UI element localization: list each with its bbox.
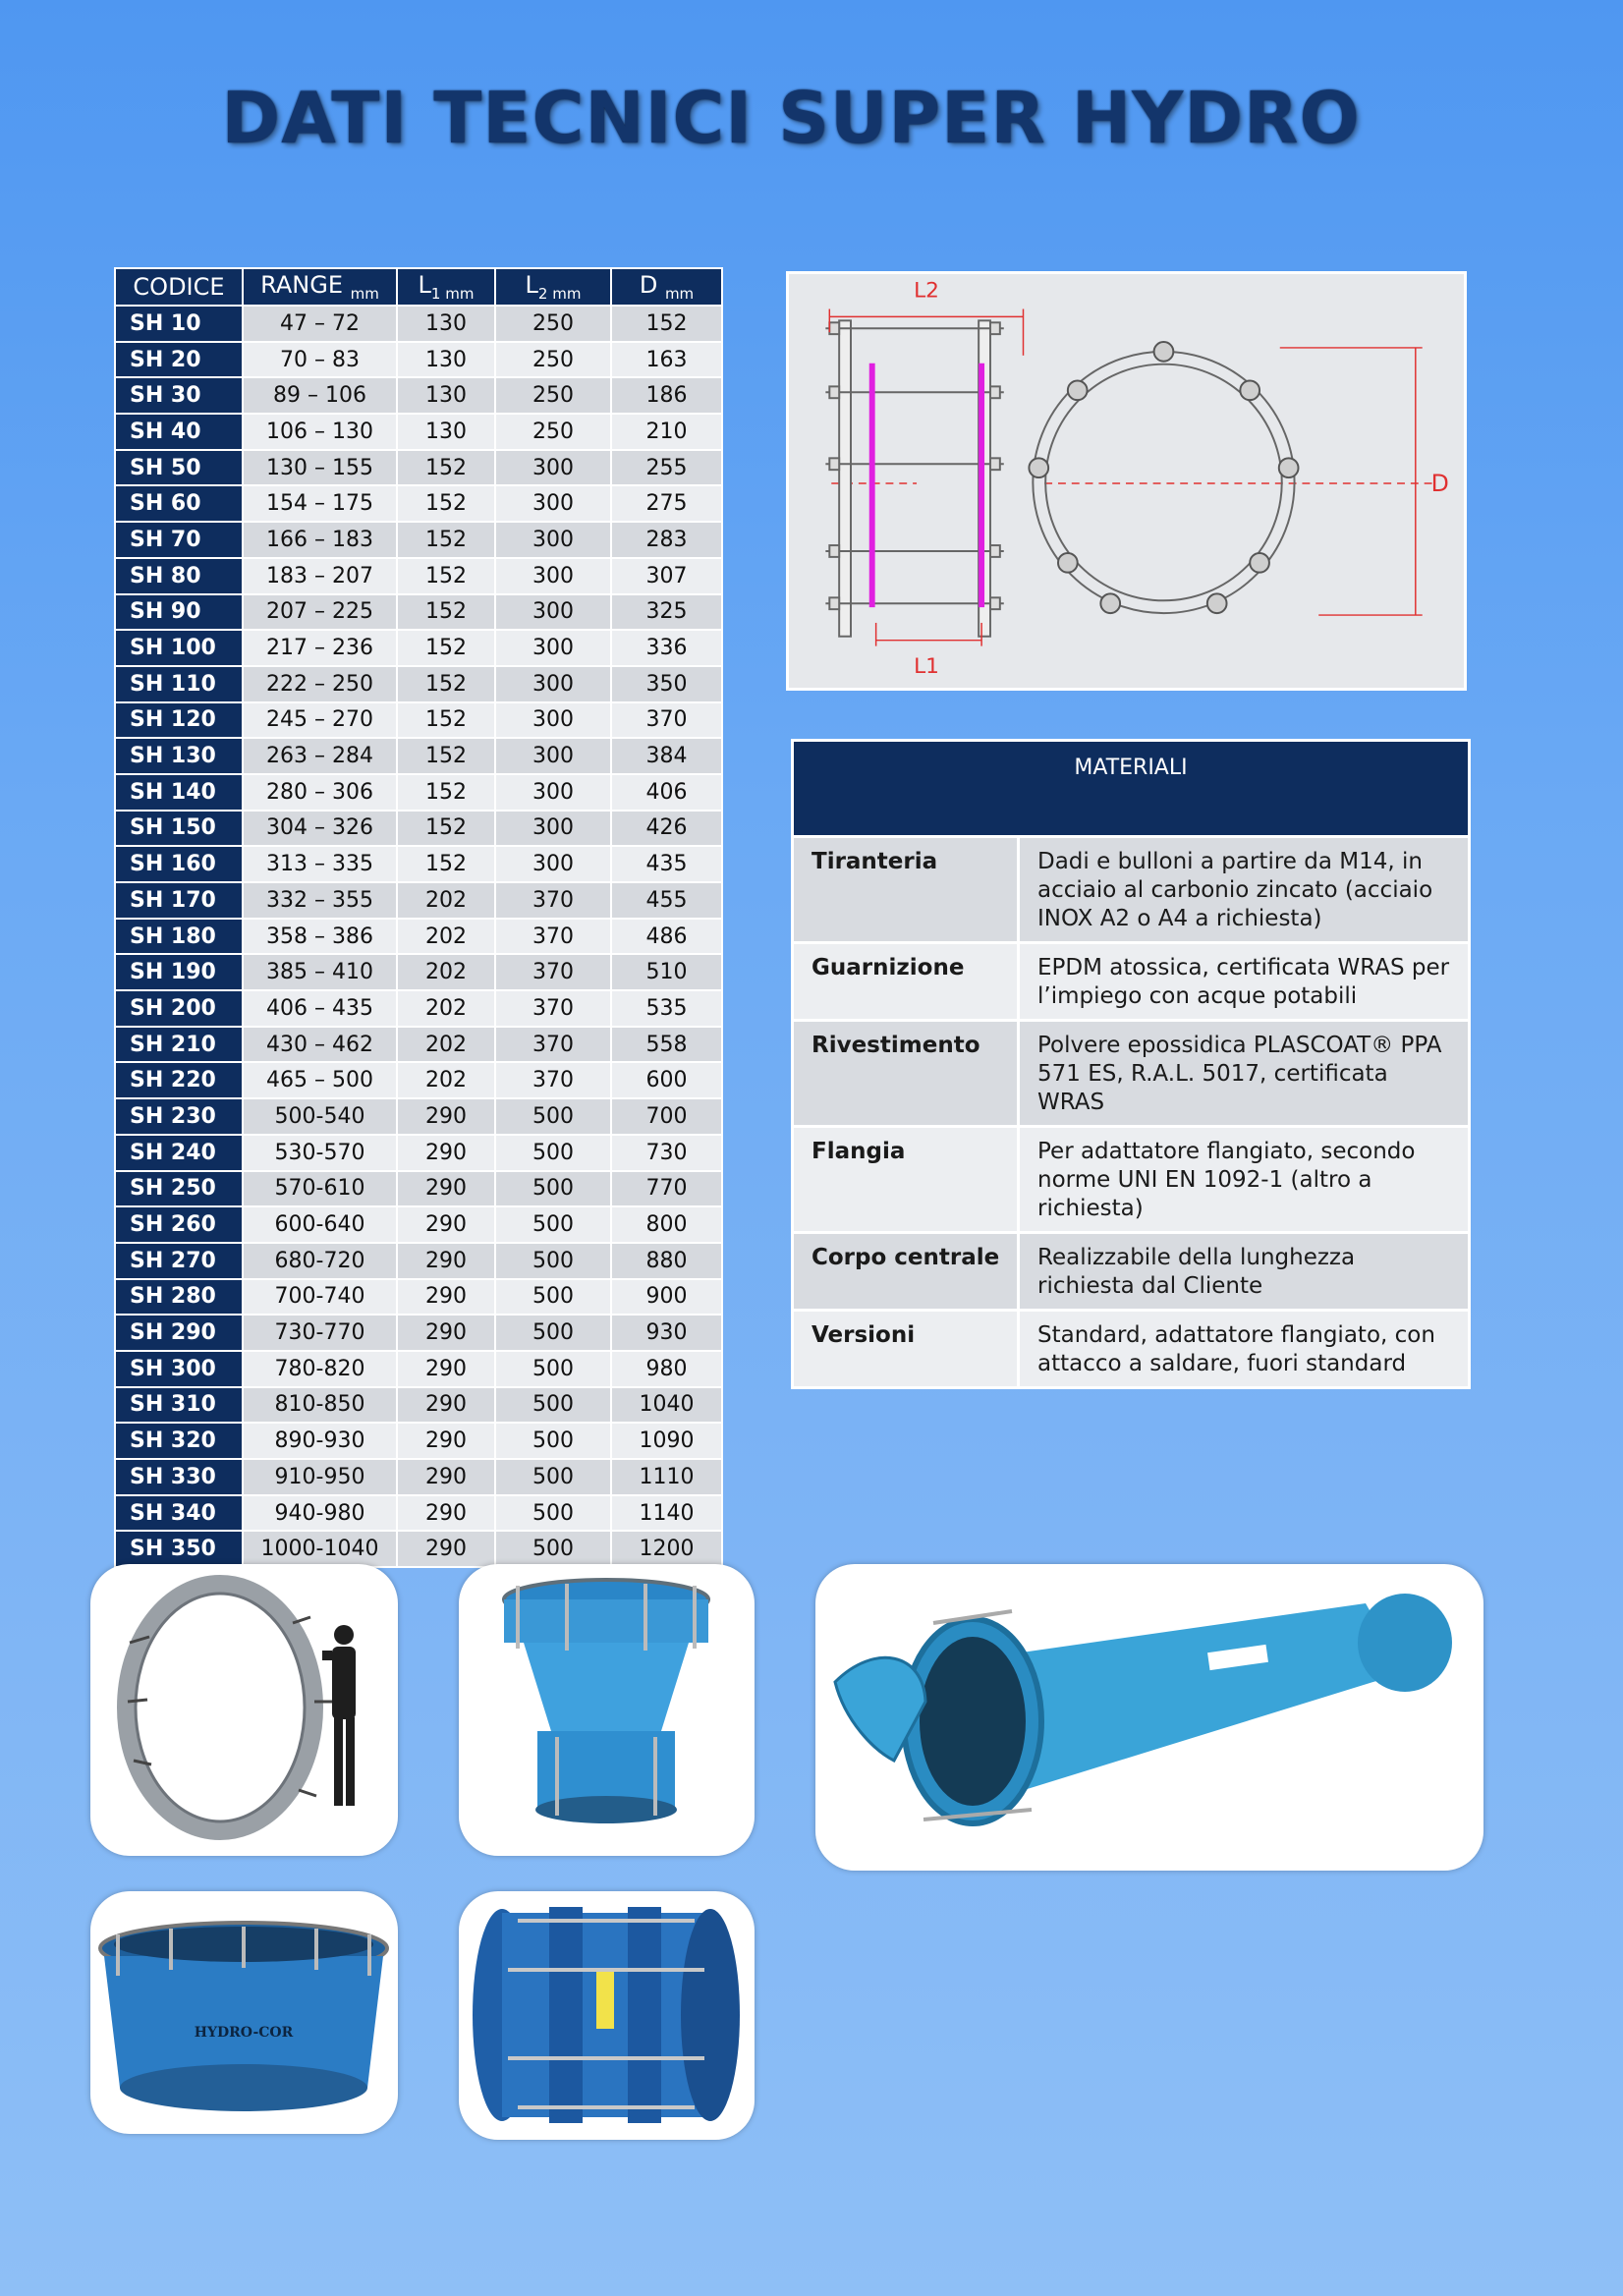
cell-l1: 290 xyxy=(397,1315,495,1351)
cell-d: 900 xyxy=(611,1279,722,1316)
cell-l1: 202 xyxy=(397,882,495,919)
cell-l1: 152 xyxy=(397,811,495,847)
label-l1: L1 xyxy=(914,654,939,680)
cell-codice: SH 80 xyxy=(115,558,243,594)
material-row xyxy=(793,1021,1470,1127)
cell-codice: SH 310 xyxy=(115,1387,243,1424)
cell-codice: SH 120 xyxy=(115,702,243,739)
table-row xyxy=(115,1495,722,1532)
cell-range: 166 – 183 xyxy=(243,522,397,558)
cell-l1: 130 xyxy=(397,377,495,414)
cell-d: 1110 xyxy=(611,1459,722,1495)
material-value: Realizzabile della lunghezza richiesta dal Cliente xyxy=(1019,1233,1470,1311)
table-row xyxy=(115,306,722,342)
cell-range: 130 – 155 xyxy=(243,450,397,486)
cell-codice: SH 210 xyxy=(115,1027,243,1063)
cell-codice: SH 130 xyxy=(115,738,243,774)
cell-l1: 290 xyxy=(397,1243,495,1279)
dimension-diagram xyxy=(786,271,1467,691)
cell-codice: SH 340 xyxy=(115,1495,243,1532)
table-row xyxy=(115,414,722,450)
material-row xyxy=(793,1311,1470,1388)
label-l2: L2 xyxy=(914,278,939,304)
cell-l2: 300 xyxy=(495,702,611,739)
header-codice: CODICE xyxy=(115,268,243,306)
table-row xyxy=(115,1423,722,1459)
cell-l1: 290 xyxy=(397,1387,495,1424)
cell-l2: 370 xyxy=(495,990,611,1027)
cell-range: 465 – 500 xyxy=(243,1062,397,1098)
table-row xyxy=(115,1459,722,1495)
cell-range: 280 – 306 xyxy=(243,774,397,811)
cell-l2: 300 xyxy=(495,630,611,666)
cell-l2: 370 xyxy=(495,882,611,919)
cell-codice: SH 60 xyxy=(115,485,243,522)
cell-l1: 290 xyxy=(397,1351,495,1387)
coupling-drawing xyxy=(789,274,1464,688)
table-row xyxy=(115,954,722,990)
cell-d: 800 xyxy=(611,1206,722,1243)
table-row xyxy=(115,1062,722,1098)
material-key: Flangia xyxy=(793,1127,1019,1233)
cell-range: 89 – 106 xyxy=(243,377,397,414)
cell-l2: 500 xyxy=(495,1531,611,1567)
cell-d: 350 xyxy=(611,666,722,702)
cell-codice: SH 90 xyxy=(115,594,243,631)
cell-l1: 152 xyxy=(397,450,495,486)
material-row xyxy=(793,837,1470,943)
cell-l1: 202 xyxy=(397,1062,495,1098)
table-row xyxy=(115,1351,722,1387)
cell-l2: 300 xyxy=(495,774,611,811)
cell-range: 154 – 175 xyxy=(243,485,397,522)
table-row xyxy=(115,1315,722,1351)
hydro-cor-marking: HYDRO-COR xyxy=(194,2025,294,2041)
page-title: DATI TECNICI SUPER HYDRO xyxy=(221,77,1361,159)
cell-codice: SH 230 xyxy=(115,1098,243,1135)
cell-range: 600-640 xyxy=(243,1206,397,1243)
cell-range: 430 – 462 xyxy=(243,1027,397,1063)
cell-d: 384 xyxy=(611,738,722,774)
header-l1: $L_{1 mm}$ xyxy=(397,268,495,306)
table-row xyxy=(115,666,722,702)
cell-l2: 500 xyxy=(495,1495,611,1532)
header-range: RANGE $_{mm}$ xyxy=(243,268,397,306)
cell-codice: SH 150 xyxy=(115,811,243,847)
material-value: Per adattatore flangiato, secondo norme UNI EN 1092-1 (altro a richiesta) xyxy=(1019,1127,1470,1233)
material-row xyxy=(793,1233,1470,1311)
cell-range: 263 – 284 xyxy=(243,738,397,774)
cell-l1: 152 xyxy=(397,738,495,774)
cell-d: 275 xyxy=(611,485,722,522)
cell-l1: 152 xyxy=(397,630,495,666)
table-row xyxy=(115,1243,722,1279)
cell-range: 570-610 xyxy=(243,1171,397,1207)
cell-codice: SH 40 xyxy=(115,414,243,450)
header-l2: $L_{2 mm}$ xyxy=(495,268,611,306)
cell-l1: 290 xyxy=(397,1206,495,1243)
cell-d: 535 xyxy=(611,990,722,1027)
table-row xyxy=(115,1279,722,1316)
table-row xyxy=(115,738,722,774)
cell-codice: SH 270 xyxy=(115,1243,243,1279)
cell-d: 163 xyxy=(611,342,722,378)
cell-l2: 500 xyxy=(495,1243,611,1279)
photo-hydro-cor-large xyxy=(90,1891,398,2134)
cell-d: 210 xyxy=(611,414,722,450)
cell-codice: SH 100 xyxy=(115,630,243,666)
cell-l1: 130 xyxy=(397,414,495,450)
cell-codice: SH 300 xyxy=(115,1351,243,1387)
material-key: Guarnizione xyxy=(793,943,1019,1021)
cell-codice: SH 20 xyxy=(115,342,243,378)
cell-codice: SH 50 xyxy=(115,450,243,486)
cell-d: 186 xyxy=(611,377,722,414)
cell-codice: SH 290 xyxy=(115,1315,243,1351)
cell-d: 336 xyxy=(611,630,722,666)
cell-l2: 500 xyxy=(495,1459,611,1495)
cell-l1: 290 xyxy=(397,1098,495,1135)
material-value: EPDM atossica, certificata WRAS per l’impiego con acque potabili xyxy=(1019,943,1470,1021)
material-key: Rivestimento xyxy=(793,1021,1019,1127)
cell-l1: 152 xyxy=(397,702,495,739)
cell-range: 680-720 xyxy=(243,1243,397,1279)
cell-l2: 500 xyxy=(495,1206,611,1243)
cell-codice: SH 190 xyxy=(115,954,243,990)
cell-l2: 250 xyxy=(495,306,611,342)
cell-l2: 500 xyxy=(495,1171,611,1207)
cell-l2: 500 xyxy=(495,1315,611,1351)
cell-range: 217 – 236 xyxy=(243,630,397,666)
cell-l1: 152 xyxy=(397,774,495,811)
cell-l1: 290 xyxy=(397,1279,495,1316)
table-row xyxy=(115,558,722,594)
cell-range: 207 – 225 xyxy=(243,594,397,631)
table-row xyxy=(115,450,722,486)
cell-l1: 152 xyxy=(397,594,495,631)
cell-range: 530-570 xyxy=(243,1135,397,1171)
cell-codice: SH 240 xyxy=(115,1135,243,1171)
table-row xyxy=(115,702,722,739)
table-row xyxy=(115,919,722,955)
cell-l2: 250 xyxy=(495,414,611,450)
materials-table xyxy=(791,739,1471,1389)
table-row xyxy=(115,1387,722,1424)
material-value: Standard, adattatore flangiato, con attacco a saldare, fuori standard xyxy=(1019,1311,1470,1388)
technical-data-table xyxy=(114,267,723,1568)
cell-l1: 152 xyxy=(397,846,495,882)
cell-range: 222 – 250 xyxy=(243,666,397,702)
cell-range: 332 – 355 xyxy=(243,882,397,919)
cell-codice: SH 30 xyxy=(115,377,243,414)
material-key: Corpo centrale xyxy=(793,1233,1019,1311)
cell-l1: 202 xyxy=(397,1027,495,1063)
cell-l2: 500 xyxy=(495,1423,611,1459)
cell-d: 700 xyxy=(611,1098,722,1135)
cell-codice: SH 180 xyxy=(115,919,243,955)
cell-l1: 130 xyxy=(397,342,495,378)
table-row xyxy=(115,1531,722,1567)
cell-codice: SH 320 xyxy=(115,1423,243,1459)
cell-d: 600 xyxy=(611,1062,722,1098)
cell-codice: SH 350 xyxy=(115,1531,243,1567)
table-row xyxy=(115,846,722,882)
table-row xyxy=(115,882,722,919)
cell-d: 1200 xyxy=(611,1531,722,1567)
table-row xyxy=(115,1135,722,1171)
cell-range: 500-540 xyxy=(243,1098,397,1135)
cell-d: 930 xyxy=(611,1315,722,1351)
cell-l1: 290 xyxy=(397,1459,495,1495)
cell-l2: 500 xyxy=(495,1135,611,1171)
cell-range: 910-950 xyxy=(243,1459,397,1495)
cell-l2: 300 xyxy=(495,485,611,522)
cell-d: 255 xyxy=(611,450,722,486)
cell-codice: SH 170 xyxy=(115,882,243,919)
cell-l2: 370 xyxy=(495,919,611,955)
cell-l2: 370 xyxy=(495,1062,611,1098)
cell-l2: 300 xyxy=(495,522,611,558)
cell-l1: 202 xyxy=(397,919,495,955)
cell-l1: 290 xyxy=(397,1423,495,1459)
cell-codice: SH 140 xyxy=(115,774,243,811)
material-row xyxy=(793,943,1470,1021)
cell-range: 304 – 326 xyxy=(243,811,397,847)
table-row xyxy=(115,774,722,811)
cell-l2: 300 xyxy=(495,558,611,594)
cell-d: 510 xyxy=(611,954,722,990)
table-row xyxy=(115,342,722,378)
table-row xyxy=(115,377,722,414)
table-row xyxy=(115,485,722,522)
cell-d: 152 xyxy=(611,306,722,342)
cell-d: 307 xyxy=(611,558,722,594)
table-row xyxy=(115,811,722,847)
cell-l1: 202 xyxy=(397,954,495,990)
cell-d: 370 xyxy=(611,702,722,739)
cell-l1: 290 xyxy=(397,1135,495,1171)
photo-large-coupling-with-person xyxy=(90,1564,398,1856)
cell-range: 810-850 xyxy=(243,1387,397,1424)
cell-codice: SH 10 xyxy=(115,306,243,342)
table-row xyxy=(115,630,722,666)
cell-codice: SH 280 xyxy=(115,1279,243,1316)
cell-l1: 130 xyxy=(397,306,495,342)
cell-d: 435 xyxy=(611,846,722,882)
cell-l1: 290 xyxy=(397,1495,495,1532)
label-d: D xyxy=(1430,469,1449,497)
cell-d: 283 xyxy=(611,522,722,558)
cell-l2: 300 xyxy=(495,738,611,774)
cell-l2: 370 xyxy=(495,1027,611,1063)
photo-double-coupling xyxy=(459,1891,755,2140)
cell-range: 890-930 xyxy=(243,1423,397,1459)
table-row xyxy=(115,522,722,558)
material-row xyxy=(793,1127,1470,1233)
cell-d: 325 xyxy=(611,594,722,631)
cell-range: 940-980 xyxy=(243,1495,397,1532)
cell-l2: 300 xyxy=(495,594,611,631)
side-view xyxy=(825,320,1003,636)
cell-codice: SH 220 xyxy=(115,1062,243,1098)
cell-codice: SH 250 xyxy=(115,1171,243,1207)
cell-codice: SH 330 xyxy=(115,1459,243,1495)
cell-l1: 152 xyxy=(397,666,495,702)
cell-range: 730-770 xyxy=(243,1315,397,1351)
cell-l2: 370 xyxy=(495,954,611,990)
photo-flanged-adapter xyxy=(459,1564,755,1856)
cell-d: 426 xyxy=(611,811,722,847)
cell-l2: 250 xyxy=(495,342,611,378)
cell-l1: 152 xyxy=(397,558,495,594)
cell-d: 558 xyxy=(611,1027,722,1063)
cell-codice: SH 110 xyxy=(115,666,243,702)
cell-range: 385 – 410 xyxy=(243,954,397,990)
cell-range: 245 – 270 xyxy=(243,702,397,739)
cell-codice: SH 160 xyxy=(115,846,243,882)
cell-range: 183 – 207 xyxy=(243,558,397,594)
cell-range: 780-820 xyxy=(243,1351,397,1387)
table-row xyxy=(115,1171,722,1207)
cell-d: 730 xyxy=(611,1135,722,1171)
cell-codice: SH 260 xyxy=(115,1206,243,1243)
cell-d: 880 xyxy=(611,1243,722,1279)
cell-d: 406 xyxy=(611,774,722,811)
cell-range: 700-740 xyxy=(243,1279,397,1316)
cell-d: 1140 xyxy=(611,1495,722,1532)
cell-d: 486 xyxy=(611,919,722,955)
cell-range: 358 – 386 xyxy=(243,919,397,955)
table-row xyxy=(115,990,722,1027)
table-row xyxy=(115,594,722,631)
cell-d: 455 xyxy=(611,882,722,919)
header-d: D $_{mm}$ xyxy=(611,268,722,306)
cell-d: 980 xyxy=(611,1351,722,1387)
cell-d: 1040 xyxy=(611,1387,722,1424)
cell-l2: 300 xyxy=(495,450,611,486)
cell-l2: 300 xyxy=(495,811,611,847)
cell-l2: 500 xyxy=(495,1098,611,1135)
cell-l1: 152 xyxy=(397,522,495,558)
cell-l2: 300 xyxy=(495,666,611,702)
cell-range: 106 – 130 xyxy=(243,414,397,450)
cell-range: 313 – 335 xyxy=(243,846,397,882)
cell-l2: 500 xyxy=(495,1387,611,1424)
table-header-row xyxy=(115,268,722,306)
cell-range: 47 – 72 xyxy=(243,306,397,342)
table-row xyxy=(115,1098,722,1135)
cell-l2: 500 xyxy=(495,1279,611,1316)
materials-header: MATERIALI xyxy=(793,741,1470,837)
material-value: Dadi e bulloni a partire da M14, in acciaio al carbonio zincato (acciaio INOX A2 o A4 a richiesta) xyxy=(1019,837,1470,943)
cell-l2: 500 xyxy=(495,1351,611,1387)
cell-l1: 152 xyxy=(397,485,495,522)
cell-d: 770 xyxy=(611,1171,722,1207)
cell-l1: 202 xyxy=(397,990,495,1027)
cell-range: 1000-1040 xyxy=(243,1531,397,1567)
front-view xyxy=(1029,342,1298,613)
cell-d: 1090 xyxy=(611,1423,722,1459)
material-key: Versioni xyxy=(793,1311,1019,1388)
cell-l2: 250 xyxy=(495,377,611,414)
cell-range: 406 – 435 xyxy=(243,990,397,1027)
photo-pipe-assembly xyxy=(815,1564,1483,1871)
cell-range: 70 – 83 xyxy=(243,342,397,378)
cell-l1: 290 xyxy=(397,1171,495,1207)
cell-l2: 300 xyxy=(495,846,611,882)
table-row xyxy=(115,1027,722,1063)
table-row xyxy=(115,1206,722,1243)
material-value: Polvere epossidica PLASCOAT® PPA 571 ES, R.A.L. 5017, certificata WRAS xyxy=(1019,1021,1470,1127)
cell-l1: 290 xyxy=(397,1531,495,1567)
material-key: Tiranteria xyxy=(793,837,1019,943)
cell-codice: SH 70 xyxy=(115,522,243,558)
cell-codice: SH 200 xyxy=(115,990,243,1027)
